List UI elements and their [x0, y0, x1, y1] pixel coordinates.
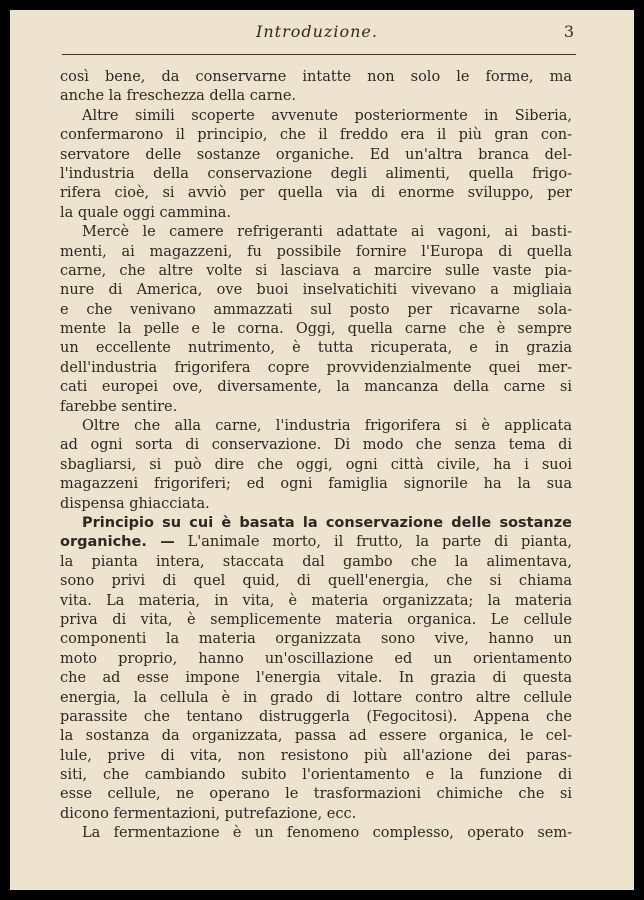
header-rule — [62, 54, 576, 55]
text-line: così bene, da conservarne intatte non solo le forme, ma — [60, 69, 572, 85]
text-line: priva di vita, è semplicemente materia organica. Le cellule — [60, 611, 572, 628]
section-heading-continuation: organiche. — — [60, 534, 175, 551]
text-line: sono privi di quel quid, di quell'energia, che si chiama — [60, 573, 572, 590]
text-line: lule, prive di vita, non resistono più all'azione dei paras- — [60, 747, 572, 764]
text-line: rifera cioè, si avviò per quella via di enorme sviluppo, per — [60, 185, 572, 202]
text-line: un eccellente nutrimento, è tutta ricuperata, e in grazia — [60, 340, 572, 357]
text-line: ad ogni sorta di conservazione. Di modo che senza tema di — [60, 437, 572, 454]
text-line — [60, 533, 572, 552]
text-line: componenti la materia organizzata sono vive, hanno un — [60, 631, 572, 648]
section-heading: Principio su cui è basata la conservazione delle sostanze — [82, 514, 572, 531]
text-line: l'industria della conservazione degli alimenti, quella frigo- — [60, 165, 572, 182]
text-line: Oltre che alla carne, l'industria frigorifera si è applicata — [82, 418, 572, 435]
text-line: magazzeni frigoriferi; ed ogni famiglia signorile ha la sua — [60, 476, 572, 493]
text-line: energia, la cellula è in grado di lottare contro altre cellule — [60, 689, 572, 706]
page-body — [60, 68, 572, 844]
section-first-line-text: L'animale morto, il frutto, la parte di pianta, — [187, 534, 572, 551]
text-line: cati europei ove, diversamente, la mancanza della carne si — [60, 379, 572, 396]
text-line: anche la freschezza della carne. — [60, 88, 297, 105]
text-line: Altre simili scoperte avvenute posteriormente in Siberia, — [82, 107, 572, 124]
text-line: sbagliarsi, si può dire che oggi, ogni città civile, ha i suoi — [60, 456, 572, 473]
text-line: esse cellule, ne operano le trasformazioni chimiche che si — [60, 786, 572, 803]
text-line: carne, che altre volte si lasciava a marcire sulle vaste pia- — [60, 262, 572, 279]
text-line: menti, ai magazzeni, fu possibile fornire l'Europa di quella — [60, 243, 572, 260]
text-line: e che venivano ammazzati sul posto per ricavarne sola- — [60, 301, 572, 318]
text-line: farebbe sentire. — [60, 398, 178, 415]
page-number: 3 — [563, 22, 574, 41]
text-line: la sostanza da organizzata, passa ad essere organica, le cel- — [60, 728, 572, 745]
text-line: Mercè le camere refrigeranti adattate ai vagoni, ai basti- — [82, 224, 572, 241]
running-title: Introduzione. — [256, 22, 378, 41]
text-line: vita. La materia, in vita, è materia organizzata; la materia — [60, 592, 572, 609]
text-line: dicono fermentazioni, putrefazione, ecc. — [60, 805, 357, 822]
text-line: parassite che tentano distruggerla (Fegocitosi). Appena che — [60, 708, 572, 725]
text-line: siti, che cambiando subito l'orientamento e la funzione di — [60, 767, 572, 784]
text-line: moto proprio, hanno un'oscillazione ed un orientamento — [60, 650, 572, 667]
book-page — [10, 10, 634, 890]
text-line: dispensa ghiacciata. — [60, 495, 210, 512]
running-header — [60, 22, 574, 48]
text-line: servatore delle sostanze organiche. Ed un'altra branca del- — [60, 146, 572, 163]
text-line: nure di America, ove buoi inselvatichiti vivevano a migliaia — [60, 282, 572, 299]
text-line: confermarono il principio, che il freddo era il più gran con- — [60, 127, 572, 144]
text-line: che ad esse impone l'energia vitale. In grazia di questa — [60, 670, 572, 687]
text-line: mente la pelle e le corna. Oggi, quella carne che è sempre — [60, 321, 572, 338]
text-line: la quale oggi cammina. — [60, 204, 232, 221]
text-line: dell'industria frigorifera copre provvidenzialmente quei mer- — [60, 359, 572, 376]
text-line: La fermentazione è un fenomeno complesso, operato sem- — [82, 825, 572, 842]
text-line: la pianta intera, staccata dal gambo che la alimentava, — [60, 553, 572, 570]
